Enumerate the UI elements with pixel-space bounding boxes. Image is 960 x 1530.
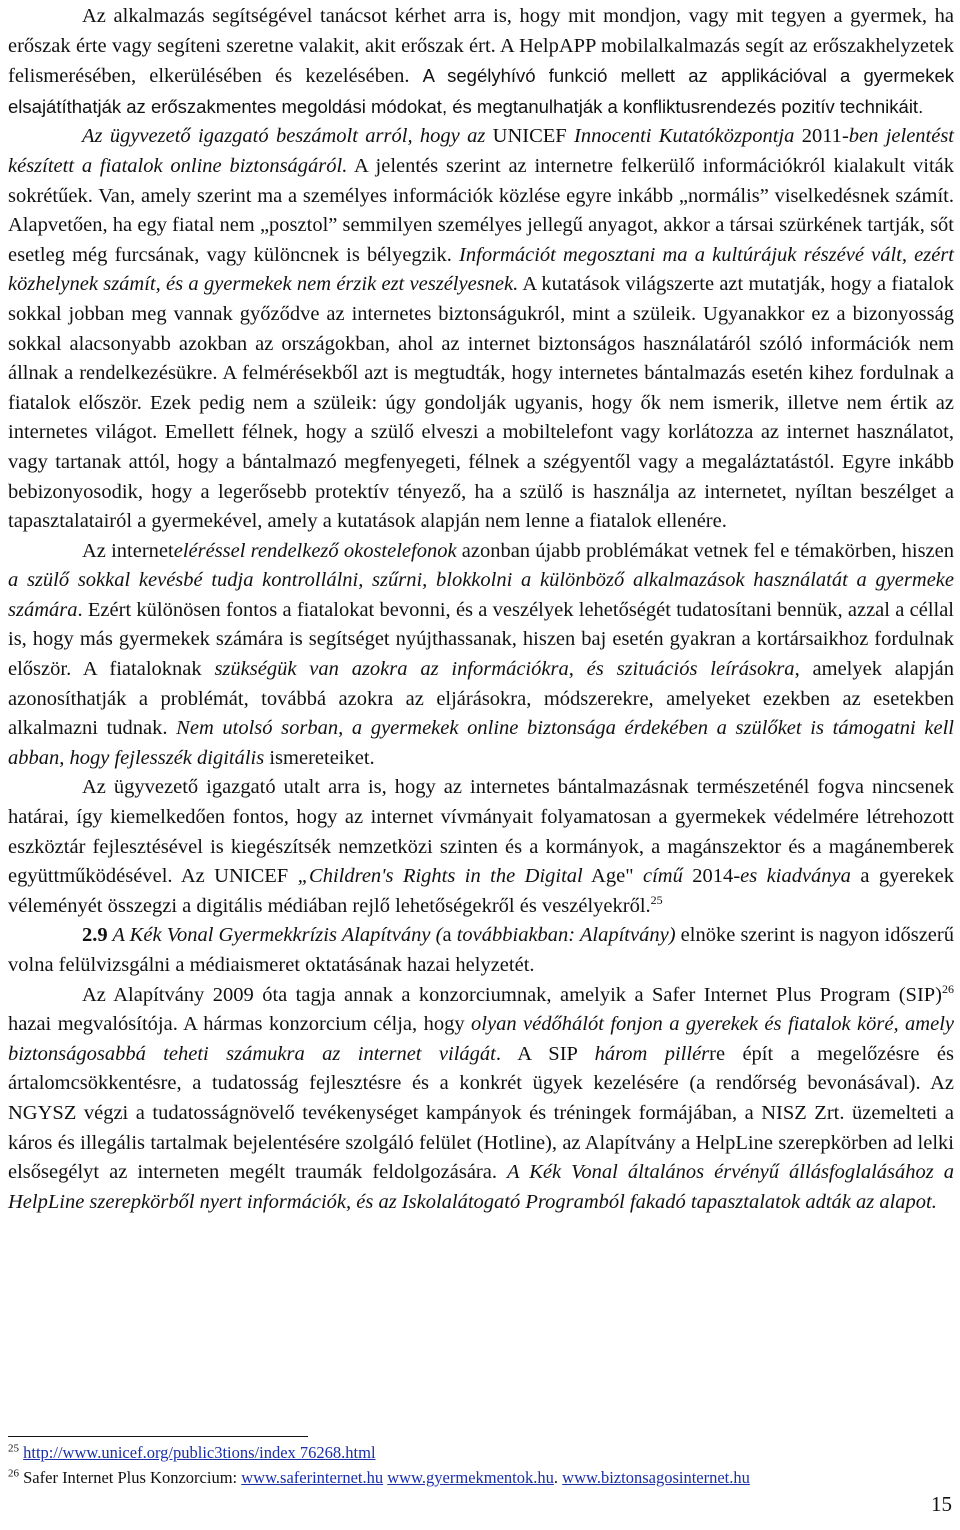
italic-text: -ben jelentést készített a fiatalok online biztonságáról. <box>8 125 955 177</box>
italic-text: olyan védőhálót fonjon a gyerekek és fiatalok köré, amely biztonságosabbá teheti számukra az internet világát <box>8 1013 954 1065</box>
paragraph-text: Az ügyvezető igazgató utalt arra is, hogy az internetes bántalmazásnak természeténél fogva nincsenek határai, így kiemelkedően fontos, hogy az internet vívmányait folyamatosan a gyermekek védelmére létrehozott eszköztár fejlesztésével is kiegészítsék nemzetközi szinten és a kormányok, a magánszektor és a magánemberek együttműködésével. Az UNICEF <box>8 776 954 888</box>
italic-text: A Kék Vonal Gyermekkrízis Alapítvány ( <box>107 924 443 947</box>
paragraph-text: Az Alapítvány 2009 óta tagja annak a konzorciumnak, amelyik a Safer Internet Plus Program (SIP) <box>82 983 942 1006</box>
italic-text: „Children's Rights in the Digital <box>297 865 583 888</box>
paragraph-helpapp <box>8 2 954 122</box>
footnotes <box>8 1440 954 1490</box>
year-text: 2011 <box>801 125 842 148</box>
paragraph-text: hazai megvalósítója. A hármas konzorcium célja, hogy <box>8 1013 472 1036</box>
paragraph-digital-age <box>8 773 954 921</box>
footnote-link[interactable]: http://www.unicef.org/public3tions/index 76268.html <box>23 1443 376 1462</box>
paragraph-text: A jelentés szerint az internetre felkerülő információkról kialakult viták sokrétűek. Van, amely szerint ma a személyes információk közlése egyre inkább „normális” viselkedésnek számít. Alapvetően, ha egy fiatal nem „posztol” semmilyen személyes jellegű anyagot, akkor a társai szürkének tartják, sőt esetleg még furcsának, vagy különcnek is bélyegzik. <box>8 154 954 266</box>
paragraph-text: 2014 <box>682 865 734 888</box>
footnote-divider <box>8 1436 308 1437</box>
paragraph-text: A kutatások világszerte azt mutatják, hogy a fiatalok sokkal jobban meg vannak győződve az internetes biztonságukról, mint a szüleik. Ugyanakkor ez a bizonyosság sokkal alacsonyabb azokban az országokban, ahol az internet biztonságos használatáról szóló információk nem állnak a rendelkezésükre. A felmérésekből azt is megtudták, hogy internetes bántalmazás esetén kihez fordulnak a fiatalok először. Ezek pedig nem a szüleik: úgy gondolják ugyanis, hogy ők nem ismerik, illetve nem értik az internetes világot. Emellett félnek, hogy a szülő elveszi a mobiltelefont vagy korlátozza az internet használatot, vagy tartanak attól, hogy a bántalmazó megfenyegeti, félnek a szégyentől vagy a megaláztatástól. Egyre inkább bebizonyosodik, hogy a legerősebb protektív tényező, ha a szülő is használja az internetet, nyíltan beszélget a tapasztalatairól a gyermekével, amely a kutatások alapján nem lenne a fiatalok ellenére. <box>8 273 954 533</box>
paragraph-text: a <box>442 924 452 947</box>
paragraph-text: , amelyek alapján azonosíthatják a problémát, továbbá azokra az eljárásokra, módszerekre, amelyeket ezekben az esetekben alkalmazni tudnak. <box>8 658 954 740</box>
footnote-number: 25 <box>8 1442 19 1455</box>
italic-text: Innocenti Kutatóközpontja <box>566 125 802 148</box>
footnote-link[interactable]: www.saferinternet.hu <box>241 1468 384 1487</box>
org-name: UNICEF <box>492 125 567 148</box>
italic-text: Nem utolsó sorban, a gyermekek online biztonsága érdekében a szülőket is támogatni kell abban, hogy fejlesszék digitális <box>8 717 954 769</box>
footnote-separator: . <box>553 1468 563 1487</box>
italic-text: -es kiadványa <box>733 865 851 888</box>
italic-text: szükségük van azokra az információkra, és szituációs leírásokra <box>214 658 795 681</box>
footnote-link[interactable]: www.gyermekmentok.hu <box>387 1468 554 1487</box>
paragraph-text: Az internet <box>82 539 174 562</box>
paragraph-kek-vonal <box>8 921 954 980</box>
paragraph-sip <box>8 981 954 1218</box>
paragraph-text: . Ezért különösen fontos a fiatalokat bevonni, és a veszélyek lehetőségét tudatosítani bennük, azzal a céllal is, hogy más gyermekek számára is segítséget nyújthassanak, hiszen baj esetén gyakran a kortársaikhoz fordulnak először. A fiataloknak <box>8 598 954 681</box>
paragraph-text: Az alkalmazás segítségével tanácsot kérhet arra is, hogy mit mondjon, vagy mit tegyen a gyermek, ha erőszak érte vagy segíteni szeretne valakit, akit erőszak ért. A HelpAPP mobilalkalmazás segít az erőszakhelyzetek felismerésében, elkerülésében és kezelésében. <box>8 5 954 88</box>
italic-text: továbbiakban: Alapítvány) <box>451 924 676 947</box>
footnote-25 <box>8 1440 954 1465</box>
paragraph-smartphones <box>8 537 954 774</box>
footnote-link[interactable]: www.biztonsagosinternet.hu <box>562 1468 750 1487</box>
italic-text: a szülő sokkal kevésbé tudja kontrollálni, szűrni, blokkolni a különböző alkalmazások használatát a gyermeke számára <box>8 569 954 621</box>
footnote-ref[interactable]: 26 <box>942 981 954 996</box>
footnote-ref[interactable]: 25 <box>650 892 663 907</box>
page-number: 15 <box>931 1492 952 1516</box>
paragraph-text: Age" <box>582 865 644 888</box>
italic-text: Információt megosztani ma a kultúrájuk részévé vált, ezért közhelynek számít, és a gyermekek nem érzik ezt veszélyesnek. <box>8 243 954 296</box>
footnote-26 <box>8 1465 954 1490</box>
italic-text: három pillér <box>594 1042 710 1065</box>
paragraph-text: re épít a megelőzésre és ártalomcsökkentésre, a tudatosság fejlesztésre és a konkrét ügyek kezelésére (a rendőrség bevonásával). Az NGYSZ végzi a tudatosságnövelő tevékenységet kampányok és tréningek formájában, a NISZ Zrt. üzemelteti a káros és illegális tartalmak bejelentésére szolgáló felület (Hotline), az Alapítvány a HelpLine szerepkörben ad lelki elsősegélyt az interneten megélt traumák feldolgozására. <box>8 1042 954 1184</box>
italic-text: Az ügyvezető igazgató beszámolt arról, hogy az <box>82 125 493 148</box>
paragraph-text: elnöke szerint is nagyon időszerű volna felülvizsgálni a médiaismeret oktatásának hazai helyzetét. <box>8 924 954 976</box>
section-number: 2.9 <box>82 924 108 947</box>
footnote-text: Safer Internet Plus Konzorcium: <box>23 1468 242 1487</box>
paragraph-text: A segélyhívó funkció mellett az applikációval a gyermekek elsajátíthatják az erőszakmentes megoldási módokat, és megtanulhatják a konfliktusrendezés pozitív technikáit. <box>8 65 954 117</box>
footnote-number: 26 <box>8 1467 19 1480</box>
italic-text: című <box>643 865 683 888</box>
paragraph-text: a gyerekek véleményét összegzi a digitális médiában rejlő lehetőségekről és veszélyekről. <box>8 865 954 917</box>
paragraph-unicef-report <box>8 122 954 536</box>
italic-text: A Kék Vonal általános érvényű állásfoglalásához a HelpLine szerepkörből nyert információk, és az Iskolalátogató Programból fakadó tapasztalatok adták az alapot. <box>8 1161 954 1213</box>
paragraph-text: ismereteiket. <box>264 746 375 769</box>
paragraph-text: azonban újabb problémákat vetnek fel e témakörben, hiszen <box>456 539 954 562</box>
italic-text: eléréssel rendelkező okostelefonok <box>173 539 457 562</box>
paragraph-text: . A SIP <box>495 1042 595 1065</box>
